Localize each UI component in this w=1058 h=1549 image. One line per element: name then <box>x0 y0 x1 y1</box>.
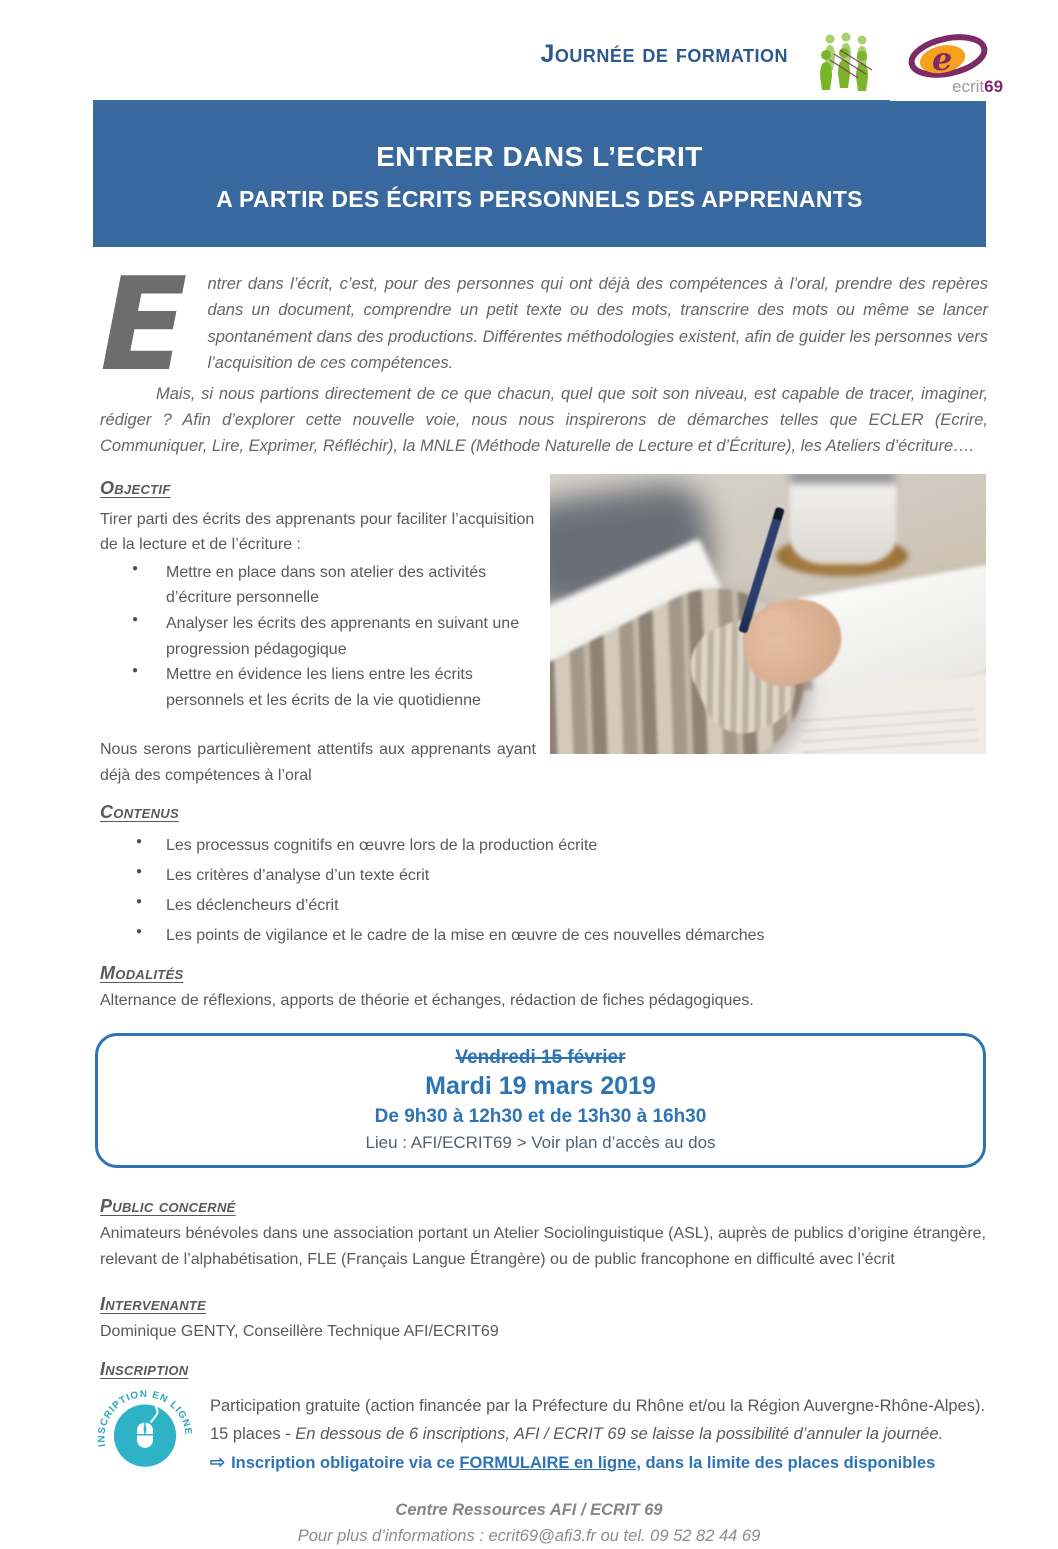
page-title: ENTRER DANS L’ECRIT <box>376 141 703 172</box>
objectif-item: ● Analyser les écrits des apprenants en suivant une progression pédagogique <box>100 611 536 662</box>
afi-people-icon <box>814 30 886 94</box>
writing-hand-photo <box>550 474 986 754</box>
objectif-item: ● Mettre en évidence les liens entre les écrits personnels et les écrits de la vie quotidienne <box>100 662 536 713</box>
contenus-item: ● Les déclencheurs d’écrit <box>100 891 986 921</box>
contenus-item: ● Les processus cognitifs en œuvre lors de la production écrite <box>100 831 986 861</box>
inscription-heading: Inscription <box>100 1358 189 1379</box>
event-hours: De 9h30 à 12h30 et de 13h30 à 16h30 <box>374 1106 707 1128</box>
public-text: Animateurs bénévoles dans une association portant un Atelier Sociolinguistique (ASL), auprès de publics d’origine étrangère, relevant de l’alphabétisation, FLE (Français Langue Étrangère) ou de public francophone en difficulté avec l’écrit <box>100 1225 986 1268</box>
contenus-heading: Contenus <box>100 802 179 823</box>
afi-logo <box>814 30 886 99</box>
title-banner <box>93 100 986 247</box>
objectif-heading: Objectif <box>100 477 171 498</box>
intervenante-text: Dominique GENTY, Conseillère Technique AFI/ECRIT69 <box>100 1323 499 1341</box>
badge-arc-text: INSCRIPTION EN LIGNE <box>96 1389 194 1449</box>
inscription-line2 <box>210 1421 985 1448</box>
intervenante-heading: Intervenante <box>100 1294 207 1315</box>
page-footer <box>0 1498 1058 1549</box>
registration-text-end: , dans la limite des places disponibles <box>636 1453 936 1472</box>
contenus-item: ● Les critères d’analyse d’un texte écrit <box>100 861 986 891</box>
contenus-list <box>100 831 986 951</box>
cancellation-note: En dessous de 6 inscriptions, AFI / ECRIT 69 se laisse la possibilité d’annuler la journée. <box>295 1424 944 1443</box>
modalites-section <box>100 959 986 1013</box>
ecrit69-icon <box>890 30 1012 96</box>
cancelled-date: Vendredi 15 février <box>455 1047 626 1069</box>
modalites-text: Alternance de réflexions, apports de théorie et échanges, rédaction de fiches pédagogiques. <box>100 991 754 1009</box>
intro-paragraph-2: Mais, si nous partions directement de ce que chacun, quel que soit son niveau, est capable de tracer, imaginer, rédiger ? Afin d’explorer cette nouvelle voie, nous nous inspirerons de démarches telles que ECLER (Ecrire, Communiquer, Lire, Exprimer, Réfléchir), la MNLE (Méthode Naturelle de Lecture et d’Écriture), les Ateliers d’écriture…. <box>100 384 988 456</box>
inscription-section <box>96 1355 986 1488</box>
ecrit69-logo <box>890 30 1012 101</box>
objectif-row <box>100 474 986 789</box>
logo-group <box>814 30 1012 101</box>
arrow-icon: ⇨ <box>210 1451 226 1472</box>
ecrit-e-glyph: e <box>932 40 953 78</box>
intro-paragraph-1: ntrer dans l’écrit, c’est, pour des personnes qui ont déjà des compétences à l’oral, prendre des repères dans un document, comprendre un petit texte ou des mots, transcrire des mots ou même se lancer spontanément dans des productions. Différentes méthodologies existent, afin de guider les personnes vers l’acquisition de ces compétences. <box>207 275 988 373</box>
registration-text: Inscription obligatoire via ce <box>231 1453 460 1472</box>
objectif-note: Nous serons particulièrement attentifs aux apprenants ayant déjà des compétences à l’oral <box>100 741 536 784</box>
page-header <box>0 0 1058 100</box>
online-registration-badge <box>96 1381 194 1488</box>
objectif-section <box>100 474 536 789</box>
formulaire-link[interactable]: FORMULAIRE en ligne <box>459 1453 637 1472</box>
intervenante-section <box>100 1290 986 1344</box>
intro-block <box>100 251 988 460</box>
public-section <box>100 1192 986 1272</box>
kicker-title: Journée de formation <box>540 40 788 68</box>
mouse-badge-icon <box>96 1381 194 1479</box>
objectif-lead: Tirer parti des écrits des apprenants pour faciliter l’acquisition de la lecture et de l’écriture : <box>100 510 535 554</box>
page-subtitle: A PARTIR DES ÉCRITS PERSONNELS DES APPRENANTS <box>216 186 863 212</box>
objectif-item: ● Mettre en place dans son atelier des activités d’écriture personnelle <box>100 560 536 611</box>
places-count: 15 places - <box>210 1424 296 1443</box>
public-heading: Public concerné <box>100 1196 236 1217</box>
modalites-heading: Modalités <box>100 962 184 983</box>
schedule-box <box>95 1033 986 1168</box>
contenus-section <box>100 798 986 950</box>
footer-contact: Pour plus d’informations : ecrit69@afi3.fr ou tel. 09 52 82 44 69 <box>297 1526 761 1545</box>
inscription-text-block <box>210 1385 985 1477</box>
event-date: Mardi 19 mars 2019 <box>425 1072 656 1101</box>
objectif-list <box>100 560 536 714</box>
svg-text:ecrit69: ecrit69 <box>952 77 1004 96</box>
inscription-line3 <box>210 1448 985 1478</box>
footer-org: Centre Ressources AFI / ECRIT 69 <box>395 1501 663 1520</box>
inscription-line1: Participation gratuite (action financée par la Préfecture du Rhône et/ou la Région Auvergne-Rhône-Alpes). <box>210 1397 986 1416</box>
dropcap-E: E <box>100 251 188 400</box>
contenus-item: ● Les points de vigilance et le cadre de la mise en œuvre de ces nouvelles démarches <box>100 921 986 951</box>
event-location: Lieu : AFI/ECRIT69 > Voir plan d’accès au dos <box>365 1133 716 1153</box>
photo-mug <box>790 474 896 564</box>
